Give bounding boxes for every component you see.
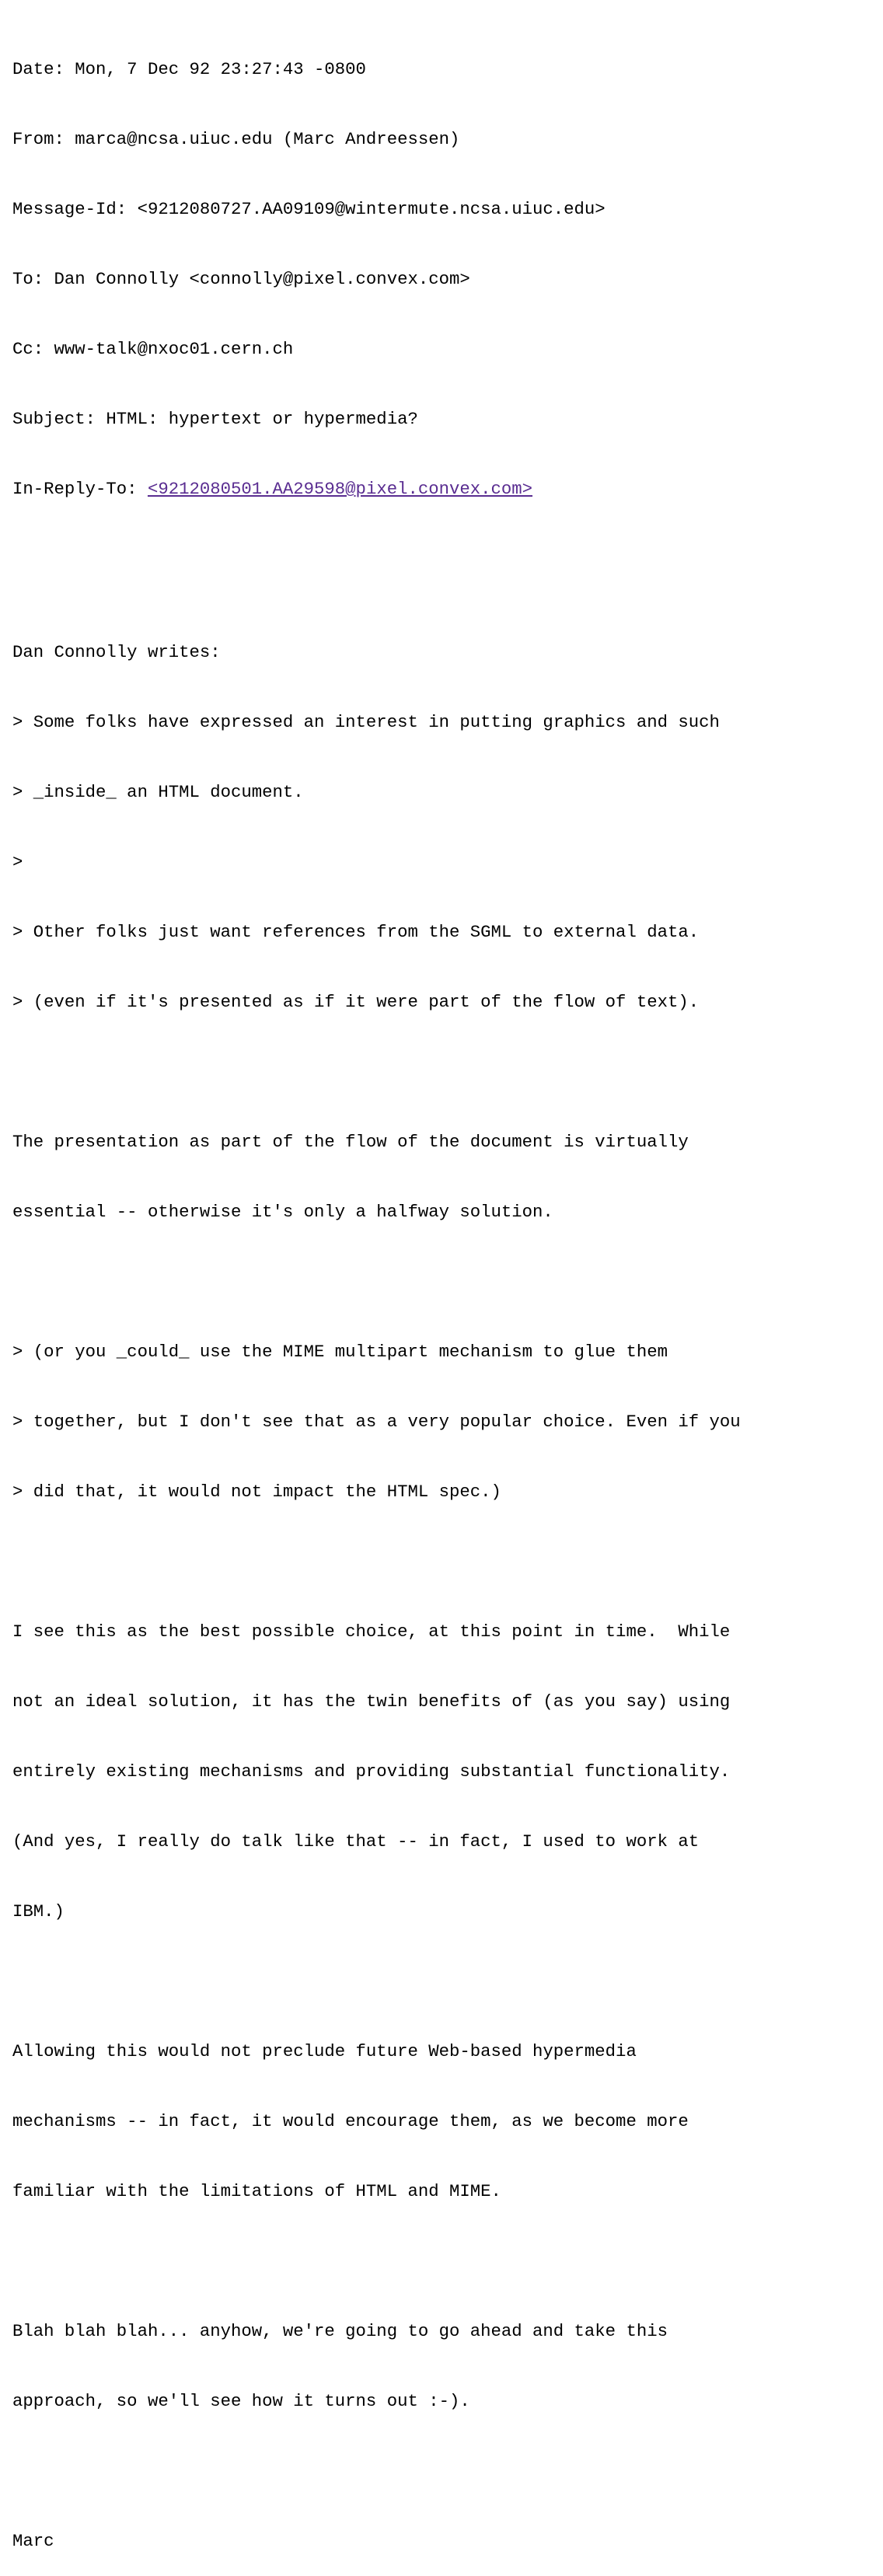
- body-line: mechanisms -- in fact, it would encourage them, as we become more: [12, 2111, 689, 2131]
- quoted-line: > (or you _could_ use the MIME multipart mechanism to glue them: [12, 1342, 668, 1362]
- quoted-line: > did that, it would not impact the HTML spec.): [12, 1482, 501, 1502]
- header-from: From: marca@ncsa.uiuc.edu (Marc Andreessen): [12, 129, 460, 149]
- header-subject: Subject: HTML: hypertext or hypermedia?: [12, 409, 418, 429]
- body-line: [12, 1550, 883, 1573]
- body-line: Blah blah blah... anyhow, we're going to go ahead and take this: [12, 2321, 668, 2341]
- body-line: [12, 2459, 883, 2483]
- body-line: [12, 571, 883, 594]
- body-line: (And yes, I really do talk like that -- in fact, I used to work at: [12, 1831, 700, 1852]
- quoted-line: > (even if it's presented as if it were part of the flow of text).: [12, 992, 700, 1012]
- signature: Marc: [12, 2531, 54, 2551]
- body-line: Allowing this would not preclude future Web-based hypermedia: [12, 2041, 637, 2061]
- body-line: essential -- otherwise it's only a halfway solution.: [12, 1202, 553, 1222]
- quoted-line: > Some folks have expressed an interest in putting graphics and such: [12, 712, 720, 732]
- in-reply-to-link[interactable]: <9212080501.AA29598@pixel.convex.com>: [147, 479, 533, 499]
- body-line: entirely existing mechanisms and providing substantial functionality.: [12, 1761, 731, 1782]
- quoted-line: > Other folks just want references from the SGML to external data.: [12, 922, 700, 942]
- body-line: familiar with the limitations of HTML and MIME.: [12, 2181, 501, 2201]
- body-line: [12, 1060, 883, 1084]
- body-line: Dan Connolly writes:: [12, 642, 221, 662]
- body-line: approach, so we'll see how it turns out :-).: [12, 2391, 470, 2411]
- body-line: [12, 2250, 883, 2273]
- body-line: [12, 1270, 883, 1293]
- header-cc: Cc: www-talk@nxoc01.cern.ch: [12, 339, 294, 359]
- in-reply-to-label: In-Reply-To:: [12, 479, 148, 499]
- body-line: The presentation as part of the flow of the document is virtually: [12, 1132, 689, 1152]
- header-in-reply-to: [12, 477, 883, 501]
- quoted-line: >: [12, 852, 23, 872]
- quoted-line: > _inside_ an HTML document.: [12, 782, 304, 802]
- header-to: To: Dan Connolly <connolly@pixel.convex.com>: [12, 269, 470, 289]
- header-message-id: Message-Id: <9212080727.AA09109@wintermute.ncsa.uiuc.edu>: [12, 199, 606, 219]
- quoted-line: > together, but I don't see that as a very popular choice. Even if you: [12, 1412, 741, 1432]
- body-line: IBM.): [12, 1901, 65, 1922]
- header-date: Date: Mon, 7 Dec 92 23:27:43 -0800: [12, 59, 366, 79]
- body-line: [12, 1970, 883, 1993]
- body-line: I see this as the best possible choice, at this point in time. While: [12, 1621, 731, 1642]
- body-line: not an ideal solution, it has the twin benefits of (as you say) using: [12, 1691, 731, 1712]
